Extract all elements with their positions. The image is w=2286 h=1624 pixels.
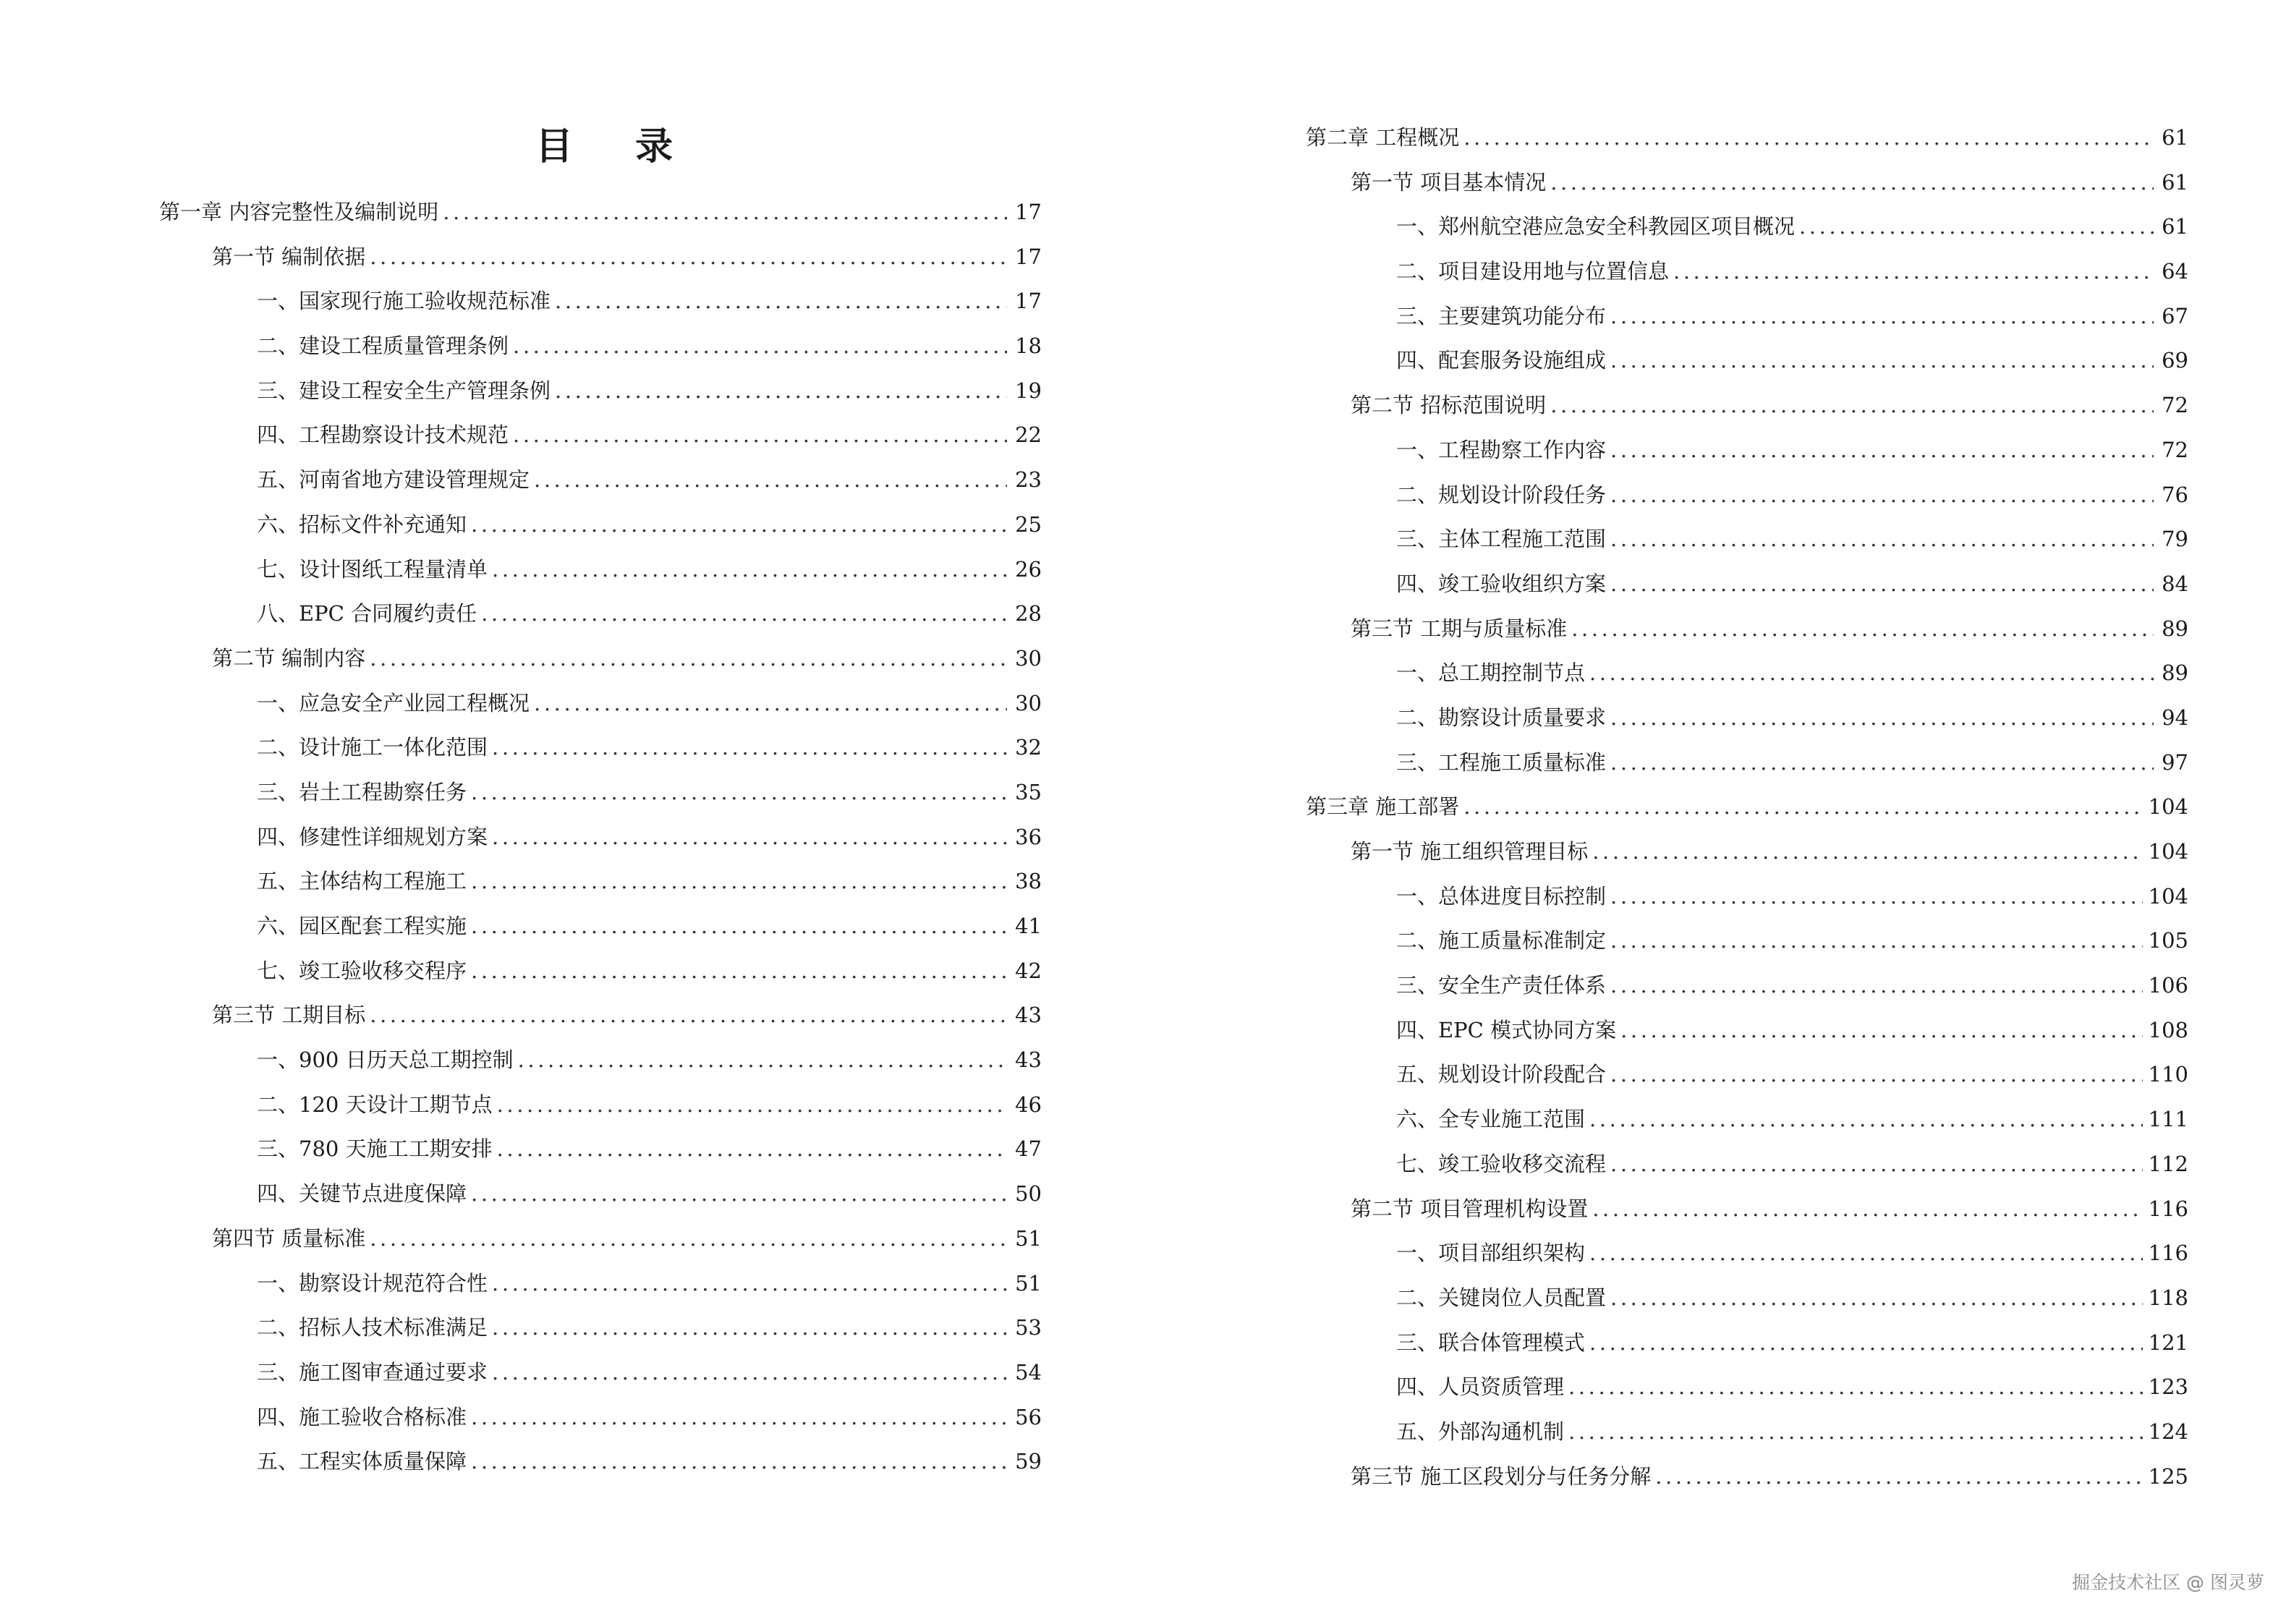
toc-subsection-entry[interactable]: [159, 1440, 1042, 1484]
toc-subsection-entry[interactable]: [1306, 1053, 2188, 1097]
toc-dot-leader: [471, 1172, 1007, 1217]
toc-page-number: 28: [1015, 601, 1042, 626]
toc-list-right: [1306, 116, 2188, 1499]
toc-entry-label: 三、联合体管理模式: [1396, 1330, 1586, 1355]
toc-dot-leader: [497, 1083, 1007, 1128]
toc-page-number: 50: [1015, 1181, 1042, 1207]
toc-chapter-entry[interactable]: [1306, 785, 2188, 830]
toc-entry-label: 第三节 工期目标: [212, 1003, 366, 1028]
toc-page-number: 104: [2148, 883, 2188, 909]
toc-page-number: 69: [2162, 348, 2188, 373]
toc-dot-leader: [471, 1395, 1007, 1440]
toc-dot-leader: [518, 1038, 1007, 1083]
toc-entry-label: 六、全专业施工范围: [1396, 1107, 1586, 1132]
toc-page-number: 123: [2148, 1374, 2188, 1400]
toc-subsection-entry[interactable]: [1306, 1142, 2188, 1187]
toc-dot-leader: [492, 1306, 1007, 1351]
toc-dot-leader: [1592, 1187, 2142, 1232]
toc-dot-leader: [1610, 473, 2154, 518]
toc-page-number: 19: [1015, 378, 1042, 403]
toc-dot-leader: [1610, 741, 2154, 786]
toc-dot-leader: [370, 637, 1007, 681]
toc-page-number: 42: [1015, 958, 1042, 983]
toc-page-number: 23: [1015, 467, 1042, 493]
toc-subsection-entry[interactable]: [1306, 1008, 2188, 1053]
toc-page-number: 76: [2162, 482, 2188, 507]
toc-subsection-entry[interactable]: [159, 859, 1042, 904]
toc-entry-label: 五、规划设计阶段配合: [1396, 1062, 1607, 1087]
watermark-text: 掘金技术社区 @ 图灵萝: [2072, 1572, 2264, 1593]
toc-dot-leader: [1463, 785, 2142, 830]
toc-page-number: 72: [2162, 393, 2188, 418]
toc-entry-label: 四、配套服务设施组成: [1396, 348, 1607, 373]
toc-page-number: 17: [1015, 200, 1042, 224]
toc-dot-leader: [1610, 875, 2143, 919]
toc-entry-label: 四、工程勘察设计技术规范: [257, 422, 509, 448]
toc-dot-leader: [492, 726, 1007, 770]
toc-dot-leader: [1589, 1231, 2143, 1276]
toc-page-number: 61: [2162, 214, 2188, 239]
toc-page-number: 61: [2162, 125, 2188, 150]
toc-dot-leader: [1610, 919, 2143, 964]
toc-dot-leader: [1568, 1365, 2143, 1410]
toc-entry-label: 六、招标文件补充通知: [257, 511, 467, 537]
toc-entry-label: 一、国家现行施工验收规范标准: [257, 289, 551, 314]
toc-page-number: 47: [1015, 1136, 1042, 1162]
toc-page-number: 104: [2148, 794, 2188, 820]
toc-entry-label: 二、建设工程质量管理条例: [257, 333, 509, 359]
toc-entry-label: 四、竣工验收组织方案: [1396, 571, 1607, 596]
toc-subsection-entry[interactable]: [159, 1172, 1042, 1217]
toc-entry-label: 二、关键岗位人员配置: [1396, 1285, 1607, 1310]
toc-dot-leader: [1610, 964, 2143, 1008]
toc-entry-label: 八、EPC 合同履约责任: [257, 601, 477, 626]
toc-page-number: 124: [2148, 1419, 2188, 1444]
toc-dot-leader: [1799, 205, 2154, 250]
toc-subsection-entry[interactable]: [159, 592, 1042, 637]
toc-page-number: 17: [1015, 244, 1042, 269]
toc-subsection-entry[interactable]: [159, 324, 1042, 369]
toc-entry-label: 五、工程实体质量保障: [257, 1449, 467, 1474]
toc-entry-label: 第二节 招标范围说明: [1351, 393, 1547, 418]
toc-dot-leader: [370, 1217, 1007, 1262]
toc-page-number: 121: [2148, 1330, 2188, 1355]
toc-entry-label: 一、总工期控制节点: [1396, 660, 1586, 686]
toc-page-number: 105: [2148, 928, 2188, 953]
toc-dot-leader: [1610, 339, 2154, 383]
toc-dot-leader: [1610, 294, 2154, 339]
toc-subsection-entry[interactable]: [159, 904, 1042, 949]
toc-dot-leader: [1610, 1276, 2143, 1321]
toc-dot-leader: [471, 949, 1007, 994]
toc-dot-leader: [534, 458, 1007, 503]
toc-page-number: 104: [2148, 839, 2188, 864]
toc-entry-label: 三、主体工程施工范围: [1396, 527, 1607, 552]
toc-page-number: 97: [2162, 749, 2188, 775]
toc-page-number: 30: [1015, 690, 1042, 715]
toc-page-number: 17: [1015, 289, 1042, 314]
toc-entry-label: 第一章 内容完整性及编制说明: [159, 200, 439, 224]
toc-entry-label: 五、外部沟通机制: [1396, 1419, 1565, 1444]
toc-dot-leader: [1610, 428, 2154, 473]
toc-page-number: 116: [2148, 1241, 2188, 1266]
toc-subsection-entry[interactable]: [1306, 562, 2188, 607]
toc-page-number: 118: [2148, 1285, 2188, 1310]
toc-entry-label: 二、施工质量标准制定: [1396, 928, 1607, 953]
toc-entry-label: 六、园区配套工程实施: [257, 914, 467, 938]
toc-section-entry[interactable]: [159, 1217, 1042, 1262]
toc-entry-label: 四、修建性详细规划方案: [257, 824, 488, 849]
toc-subsection-entry[interactable]: [159, 503, 1042, 548]
toc-subsection-entry[interactable]: [1306, 651, 2188, 696]
toc-dot-leader: [370, 993, 1007, 1038]
toc-dot-leader: [492, 1351, 1007, 1395]
toc-page-number: 56: [1015, 1404, 1042, 1429]
toc-dot-leader: [1571, 607, 2154, 652]
toc-dot-leader: [1655, 1455, 2142, 1500]
toc-entry-label: 三、建设工程安全生产管理条例: [257, 378, 551, 403]
toc-section-entry[interactable]: [159, 637, 1042, 681]
toc-section-entry[interactable]: [1306, 1187, 2188, 1232]
toc-entry-label: 第三节 工期与质量标准: [1351, 616, 1568, 641]
toc-dot-leader: [1610, 696, 2154, 741]
toc-entry-label: 第一节 编制依据: [212, 244, 366, 269]
toc-entry-label: 一、项目部组织架构: [1396, 1241, 1586, 1266]
toc-page-number: 25: [1015, 511, 1042, 537]
toc-dot-leader: [1550, 383, 2154, 428]
toc-entry-label: 一、工程勘察工作内容: [1396, 437, 1607, 462]
toc-entry-label: 三、岩土工程勘察任务: [257, 779, 467, 804]
toc-section-entry[interactable]: [1306, 1455, 2188, 1500]
toc-subsection-entry[interactable]: [159, 458, 1042, 503]
toc-subsection-entry[interactable]: [1306, 428, 2188, 473]
toc-entry-label: 二、设计施工一体化范围: [257, 735, 488, 760]
toc-subsection-entry[interactable]: [159, 548, 1042, 592]
toc-dot-leader: [471, 770, 1007, 815]
toc-subsection-entry[interactable]: [159, 369, 1042, 414]
toc-dot-leader: [555, 369, 1007, 414]
toc-page-number: 125: [2148, 1463, 2188, 1489]
toc-page-number: 30: [1015, 645, 1042, 671]
toc-dot-leader: [1610, 1053, 2143, 1097]
toc-dot-leader: [534, 681, 1007, 726]
toc-subsection-entry[interactable]: [159, 1083, 1042, 1128]
toc-section-entry[interactable]: [1306, 383, 2188, 428]
toc-subsection-entry[interactable]: [159, 413, 1042, 458]
toc-subsection-entry[interactable]: [1306, 964, 2188, 1008]
toc-entry-label: 第二节 编制内容: [212, 645, 366, 671]
toc-dot-leader: [492, 815, 1007, 860]
toc-entry-label: 二、项目建设用地与位置信息: [1396, 259, 1670, 284]
toc-chapter-entry[interactable]: [1306, 116, 2188, 161]
toc-dot-leader: [1589, 651, 2154, 696]
toc-subsection-entry[interactable]: [1306, 473, 2188, 518]
toc-subsection-entry[interactable]: [1306, 919, 2188, 964]
toc-subsection-entry[interactable]: [159, 1351, 1042, 1395]
toc-page-number: 72: [2162, 437, 2188, 462]
toc-dot-leader: [1550, 161, 2154, 205]
toc-dot-leader: [1673, 250, 2154, 294]
toc-dot-leader: [471, 859, 1007, 904]
toc-subsection-entry[interactable]: [1306, 1231, 2188, 1276]
toc-subsection-entry[interactable]: [159, 279, 1042, 324]
toc-page-number: 79: [2162, 527, 2188, 552]
toc-entry-label: 第三节 施工区段划分与任务分解: [1351, 1463, 1652, 1489]
toc-entry-label: 二、招标人技术标准满足: [257, 1315, 488, 1340]
toc-entry-label: 七、竣工验收移交程序: [257, 958, 467, 983]
toc-page-number: 111: [2148, 1107, 2188, 1132]
toc-page-number: 54: [1015, 1359, 1042, 1385]
toc-page-number: 46: [1015, 1092, 1042, 1117]
toc-dot-leader: [1592, 830, 2142, 875]
toc-entry-label: 一、应急安全产业园工程概况: [257, 690, 530, 715]
toc-page-number: 84: [2162, 571, 2188, 596]
toc-section-entry[interactable]: [1306, 161, 2188, 205]
toc-entry-label: 三、主要建筑功能分布: [1396, 303, 1607, 328]
toc-subsection-entry[interactable]: [1306, 1365, 2188, 1410]
toc-section-entry[interactable]: [1306, 830, 2188, 875]
toc-dot-leader: [492, 1262, 1007, 1306]
toc-subsection-entry[interactable]: [159, 681, 1042, 726]
toc-entry-label: 三、780 天施工工期安排: [257, 1136, 493, 1162]
toc-dot-leader: [1463, 116, 2154, 161]
toc-page-number: 67: [2162, 303, 2188, 328]
toc-section-entry[interactable]: [159, 235, 1042, 280]
toc-dot-leader: [1568, 1410, 2143, 1455]
toc-page-number: 94: [2162, 705, 2188, 730]
toc-entry-label: 三、工程施工质量标准: [1396, 749, 1607, 775]
toc-page-number: 110: [2148, 1062, 2188, 1087]
toc-page-number: 89: [2162, 616, 2188, 641]
toc-entry-label: 二、规划设计阶段任务: [1396, 482, 1607, 507]
toc-page-number: 36: [1015, 824, 1042, 849]
toc-entry-label: 第三章 施工部署: [1306, 794, 1460, 820]
toc-chapter-entry[interactable]: [159, 190, 1042, 235]
toc-dot-leader: [1589, 1321, 2143, 1366]
toc-entry-label: 一、郑州航空港应急安全科教园区项目概况: [1396, 214, 1796, 239]
toc-subsection-entry[interactable]: [1306, 875, 2188, 919]
toc-entry-label: 五、主体结构工程施工: [257, 869, 467, 894]
toc-dot-leader: [492, 548, 1007, 592]
toc-subsection-entry[interactable]: [159, 1306, 1042, 1351]
toc-subsection-entry[interactable]: [159, 1395, 1042, 1440]
toc-page-number: 51: [1015, 1270, 1042, 1296]
toc-entry-label: 三、施工图审查通过要求: [257, 1359, 488, 1385]
toc-subsection-entry[interactable]: [1306, 294, 2188, 339]
toc-dot-leader: [1610, 562, 2154, 607]
toc-subsection-entry[interactable]: [1306, 1276, 2188, 1321]
toc-dot-leader: [370, 235, 1007, 280]
toc-page-number: 53: [1015, 1315, 1042, 1340]
toc-page-number: 43: [1015, 1047, 1042, 1073]
toc-page-number: 26: [1015, 556, 1042, 582]
toc-entry-label: 七、竣工验收移交流程: [1396, 1151, 1607, 1176]
toc-dot-leader: [1620, 1008, 2143, 1053]
toc-subsection-entry[interactable]: [1306, 205, 2188, 250]
toc-page-number: 112: [2148, 1151, 2188, 1176]
toc-entry-label: 七、设计图纸工程量清单: [257, 556, 488, 582]
toc-subsection-entry[interactable]: [1306, 1410, 2188, 1455]
toc-subsection-entry[interactable]: [159, 1038, 1042, 1083]
toc-subsection-entry[interactable]: [159, 770, 1042, 815]
toc-subsection-entry[interactable]: [159, 726, 1042, 770]
toc-subsection-entry[interactable]: [1306, 1097, 2188, 1142]
toc-entry-label: 一、900 日历天总工期控制: [257, 1047, 514, 1073]
toc-dot-leader: [513, 413, 1007, 458]
toc-dot-leader: [471, 1440, 1007, 1484]
toc-dot-leader: [555, 279, 1007, 324]
toc-page-number: 22: [1015, 422, 1042, 448]
toc-section-entry[interactable]: [159, 993, 1042, 1038]
toc-entry-label: 第一节 施工组织管理目标: [1351, 839, 1589, 864]
toc-page-number: 38: [1015, 869, 1042, 894]
toc-page-number: 59: [1015, 1449, 1042, 1474]
toc-page-number: 18: [1015, 333, 1042, 359]
toc-dot-leader: [471, 904, 1007, 949]
toc-page-number: 51: [1015, 1225, 1042, 1251]
toc-subsection-entry[interactable]: [1306, 339, 2188, 383]
toc-entry-label: 一、总体进度目标控制: [1396, 883, 1607, 909]
toc-entry-label: 四、人员资质管理: [1396, 1374, 1565, 1400]
toc-dot-leader: [443, 190, 1007, 235]
toc-section-entry[interactable]: [1306, 607, 2188, 652]
toc-page-number: 61: [2162, 169, 2188, 195]
toc-entry-label: 三、安全生产责任体系: [1396, 973, 1607, 998]
toc-entry-label: 四、施工验收合格标准: [257, 1404, 467, 1429]
toc-subsection-entry[interactable]: [1306, 517, 2188, 562]
toc-page-number: 32: [1015, 735, 1042, 760]
toc-page-number: 64: [2162, 259, 2188, 284]
toc-entry-label: 一、勘察设计规范符合性: [257, 1270, 488, 1296]
toc-dot-leader: [481, 592, 1007, 637]
toc-entry-label: 第一节 项目基本情况: [1351, 169, 1547, 195]
toc-page-number: 41: [1015, 914, 1042, 938]
toc-dot-leader: [471, 503, 1007, 548]
toc-entry-label: 二、120 天设计工期节点: [257, 1092, 493, 1117]
toc-subsection-entry[interactable]: [1306, 250, 2188, 294]
toc-subsection-entry[interactable]: [159, 1262, 1042, 1306]
toc-dot-leader: [1610, 1142, 2143, 1187]
toc-page-number: 43: [1015, 1003, 1042, 1028]
toc-dot-leader: [513, 324, 1007, 369]
toc-page-number: 106: [2148, 973, 2188, 998]
toc-list-left: [159, 190, 1042, 1484]
toc-entry-label: 第二节 项目管理机构设置: [1351, 1196, 1589, 1221]
toc-page-number: 116: [2148, 1196, 2188, 1221]
toc-entry-label: 四、EPC 模式协同方案: [1396, 1017, 1617, 1042]
toc-dot-leader: [497, 1127, 1007, 1172]
toc-page-number: 108: [2148, 1017, 2188, 1042]
toc-entry-label: 四、关键节点进度保障: [257, 1181, 467, 1207]
toc-subsection-entry[interactable]: [1306, 741, 2188, 786]
toc-title: 目 录: [535, 124, 698, 169]
toc-entry-label: 第四节 质量标准: [212, 1225, 366, 1251]
toc-subsection-entry[interactable]: [1306, 696, 2188, 741]
toc-entry-label: 五、河南省地方建设管理规定: [257, 467, 530, 493]
toc-entry-label: 二、勘察设计质量要求: [1396, 705, 1607, 730]
toc-page-number: 89: [2162, 660, 2188, 686]
toc-dot-leader: [1610, 517, 2154, 562]
toc-subsection-entry[interactable]: [1306, 1321, 2188, 1366]
toc-page-number: 35: [1015, 779, 1042, 804]
toc-subsection-entry[interactable]: [159, 815, 1042, 860]
toc-subsection-entry[interactable]: [159, 1127, 1042, 1172]
toc-dot-leader: [1589, 1097, 2143, 1142]
toc-entry-label: 第二章 工程概况: [1306, 125, 1460, 150]
toc-subsection-entry[interactable]: [159, 949, 1042, 994]
